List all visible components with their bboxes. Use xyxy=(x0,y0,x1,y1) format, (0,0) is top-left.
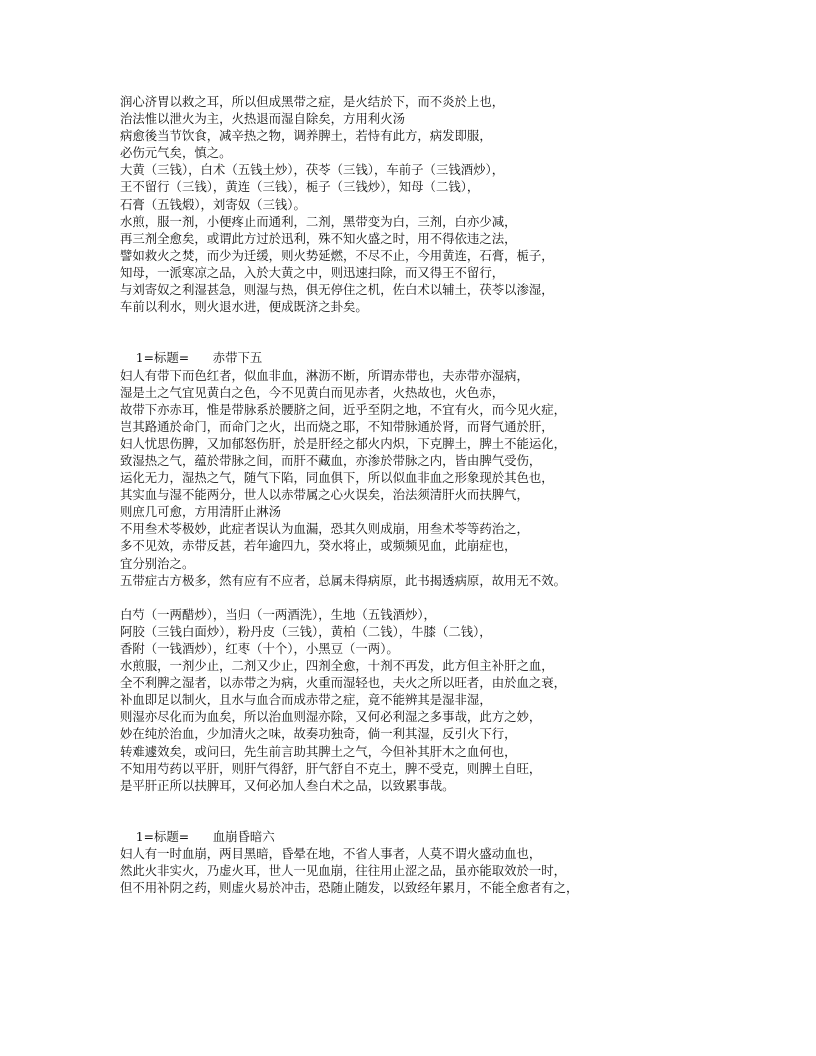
text-line: 再三剂全愈矣，或谓此方过於迅利，殊不知火盛之时，用不得依违之法， xyxy=(120,230,517,246)
prescription-line: 阿胶（三钱白面炒），粉丹皮（三钱），黄柏（二钱），牛膝（二钱）， xyxy=(120,623,492,639)
heading-title: 赤带下五 xyxy=(212,350,263,366)
text-line: 与刘寄奴之利湿甚急，则湿与热，俱无停住之机，佐白术以辅土，茯苓以渗湿， xyxy=(120,282,554,298)
heading-title: 血崩昏暗六 xyxy=(212,829,275,845)
section-heading xyxy=(120,332,740,366)
text-line: 水煎，服一剂，小便疼止而通利，二剂，黑带变为白，三剂，白亦少减， xyxy=(120,213,517,229)
text-line: 治法惟以泄火为主，火热退而湿自除矣，方用利火汤 xyxy=(120,111,405,127)
text-line: 则湿亦尽化而为血矣，所以治血则湿亦除，又何必利湿之多事哉，此方之妙， xyxy=(120,709,542,725)
text-line: 其实血与湿不能两分，世人以赤带属之心火误矣，治法须清肝火而扶脾气， xyxy=(120,487,529,503)
prescription-line: 大黄（三钱），白术（五钱土炒），茯苓（三钱），车前子（三钱酒炒）， xyxy=(120,162,505,178)
blank-line xyxy=(120,794,740,811)
paragraph xyxy=(120,367,740,589)
section-black-discharge-continuation xyxy=(120,93,740,315)
text-line: 润心济胃以救之耳，所以但成黑带之症，是火结於下，而不炎於上也， xyxy=(120,94,505,109)
text-line: 转难遽效矣，或问曰，先生前言助其脾土之气，今但补其肝木之血何也， xyxy=(120,743,517,759)
text-line: 譬如救火之焚，而少为迁缓，则火势延燃，不尽不止，今用黄连，石膏，栀子， xyxy=(120,247,554,263)
text-line: 五带症古方极多，然有应有不应者，总属未得病原，此书揭透病原，故用无不效。 xyxy=(120,572,567,588)
prescription-line: 白芍（一两醋炒），当归（一两酒洗），生地（五钱酒炒）， xyxy=(120,606,436,622)
text-line: 病愈後当节饮食，减辛热之物，调养脾土，若恃有此方，病发即服， xyxy=(120,128,492,144)
blank-line xyxy=(120,589,740,606)
text-line: 致湿热之气，蕴於带脉之间，而肝不藏血，亦渗於带脉之内，皆由脾气受伤， xyxy=(120,452,542,468)
blank-line xyxy=(120,315,740,332)
text-line: 知母，一派寒凉之品，入於大黄之中，则迅速扫除，而又得王不留行， xyxy=(120,264,505,280)
text-line: 多不见效，赤带反甚，若年逾四九，癸水将止，或频频见血，此崩症也， xyxy=(120,538,517,554)
prescription-line: 香附（一钱酒炒），红枣（十个），小黑豆（一两）。 xyxy=(120,641,399,656)
text-line: 故带下亦赤耳，惟是带脉系於腰脐之间，近乎至阴之地，不宜有火，而今见火症， xyxy=(120,401,567,417)
heading-tag: 1=标题= xyxy=(135,350,190,366)
prescription-line: 王不留行（三钱），黄连（三钱），栀子（三钱炒），知母（二钱）， xyxy=(120,179,480,195)
paragraph xyxy=(120,606,740,794)
text-line: 水煎服，一剂少止，二剂又少止，四剂全愈，十剂不再发，此方但主补肝之血， xyxy=(120,658,554,674)
text-line: 妇人忧思伤脾，又加郁怒伤肝，於是肝经之郁火内炽，下克脾土，脾土不能运化， xyxy=(120,435,567,451)
text-line: 全不利脾之湿者，以赤带之为病，火重而湿轻也，夫火之所以旺者，由於血之衰， xyxy=(120,675,567,691)
heading-tag: 1=标题= xyxy=(135,829,190,845)
prescription-line: 石膏（五钱煅），刘寄奴（三钱）。 xyxy=(120,196,306,212)
text-line: 则庶几可愈，方用清肝止淋汤 xyxy=(120,504,282,520)
text-line: 不知用芍药以平肝，则肝气得舒，肝气舒自不克土，脾不受克，则脾土自旺， xyxy=(120,760,542,776)
text-line: 不用叁术苓极妙，此症者误认为血漏，恐其久则成崩，用叁术苓等药治之， xyxy=(120,521,529,537)
text-line: 但不用补阴之药，则虚火易於冲击，恐随止随发，以致经年累月，不能全愈者有之， xyxy=(120,880,579,896)
text-line: 运化无力，湿热之气，随气下陷，同血俱下，所以似血非血之形象现於其色也， xyxy=(120,470,554,486)
document-page xyxy=(120,93,740,896)
text-line: 宜分别治之。 xyxy=(120,555,195,571)
text-line: 岂其路通於命门，而命门之火，出而烧之耶，不知带脉通於肾，而肾气通於肝， xyxy=(120,418,554,434)
section-heading xyxy=(120,811,740,845)
paragraph xyxy=(120,845,740,896)
text-line: 湿是土之气宜见黄白之色，今不见黄白而见赤者，火热故也，火色赤， xyxy=(120,384,505,400)
text-line: 补血即足以制火，且水与血合而成赤带之症，竟不能辨其是湿非湿， xyxy=(120,692,492,708)
text-line: 然此火非实火，乃虚火耳，世人一见血崩，往往用止涩之品，虽亦能取效於一时， xyxy=(120,863,567,879)
text-line: 车前以利水，则火退水进，便成既济之卦矣。 xyxy=(120,299,368,315)
text-line: 妇人有带下而色红者，似血非血，淋沥不断，所谓赤带也，夫赤带亦湿病， xyxy=(120,367,529,383)
text-line: 妇人有一时血崩，两目黑暗，昏晕在地，不省人事者，人莫不谓火盛动血也， xyxy=(120,846,542,862)
text-line: 是平肝正所以扶脾耳，又何必加人叁白术之品，以致累事哉。 xyxy=(120,777,455,793)
text-line: 必伤元气矣，慎之。 xyxy=(120,145,232,161)
text-line: 妙在纯於治血，少加清火之味，故奏功独奇，倘一利其湿，反引火下行， xyxy=(120,726,517,742)
